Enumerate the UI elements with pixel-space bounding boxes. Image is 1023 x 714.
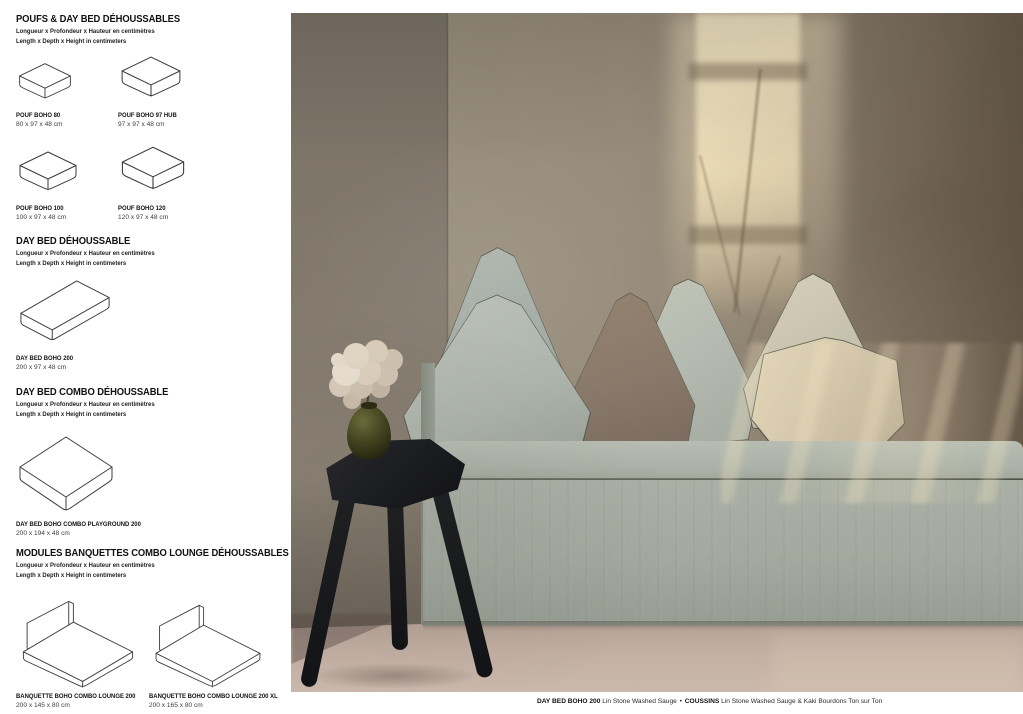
section-daybed <box>16 236 283 371</box>
banquette-row <box>16 593 283 709</box>
product-name: POUF BOHO 97 HUB <box>118 111 177 119</box>
stool-shadow <box>309 663 479 689</box>
product-dimensions: 100 x 97 x 48 cm <box>16 213 67 221</box>
product-name: POUF BOHO 80 <box>16 111 61 119</box>
vase-rim <box>361 402 377 409</box>
isometric-pouf-icon <box>118 144 188 201</box>
caption-product-fabric: Lin Stone Washed Sauge <box>602 698 677 705</box>
section-poufs <box>16 14 283 221</box>
product-daybed-200 <box>16 277 283 371</box>
section-title: DAY BED COMBO DÉHOUSSABLE <box>16 387 169 398</box>
section-subtitle <box>16 561 272 581</box>
isometric-banquette-icon <box>16 600 140 689</box>
subtitle-en: Length x Depth x Height in centimeters <box>16 259 127 267</box>
section-banquettes <box>16 548 289 709</box>
product-pouf-97 <box>118 56 283 128</box>
section-title: DAY BED DÉHOUSSABLE <box>16 236 131 247</box>
subtitle-en: Length x Depth x Height in centimeters <box>16 410 127 418</box>
pouf-drawing <box>118 56 283 108</box>
banquette-drawing <box>16 593 149 689</box>
section-subtitle <box>16 27 272 47</box>
subtitle-en: Length x Depth x Height in centimeters <box>16 37 127 45</box>
product-dimensions: 120 x 97 x 48 cm <box>118 213 169 221</box>
pouf-drawing <box>16 56 118 108</box>
specs-panel <box>0 0 291 714</box>
section-daybed-combo <box>16 387 283 537</box>
product-dimensions: 200 x 145 x 80 cm <box>16 701 70 709</box>
product-name: POUF BOHO 100 <box>16 204 64 212</box>
caption-bullet: • <box>679 698 682 705</box>
subtitle-fr: Longueur x Profondeur x Hauteur en centimètres <box>16 562 155 569</box>
product-pouf-120 <box>118 147 283 221</box>
isometric-daybed-icon <box>16 278 114 351</box>
product-pouf-80 <box>16 56 118 128</box>
pouf-row-2 <box>16 147 283 221</box>
olive-glass-vase <box>347 406 391 460</box>
daybed-drawing <box>16 277 283 351</box>
isometric-pouf-icon <box>16 149 80 201</box>
subtitle-fr: Longueur x Profondeur x Hauteur en centimètres <box>16 401 155 408</box>
section-subtitle <box>16 249 272 269</box>
caption-product-name: DAY BED BOHO 200 <box>537 698 601 705</box>
section-title: POUFS & DAY BED DÉHOUSSABLES <box>16 14 181 25</box>
isometric-pouf-icon <box>118 54 184 108</box>
product-name: DAY BED BOHO COMBO PLAYGROUND 200 <box>16 520 141 528</box>
subtitle-fr: Longueur x Profondeur x Hauteur en centimètres <box>16 250 155 257</box>
floor-light-patch <box>771 633 1023 692</box>
pouf-drawing <box>118 147 283 201</box>
product-playground-200 <box>16 427 283 537</box>
subtitle-fr: Longueur x Profondeur x Hauteur en centimètres <box>16 28 155 35</box>
isometric-pouf-icon <box>16 61 74 108</box>
dried-hydrangea-flowers <box>331 353 345 367</box>
section-subtitle <box>16 400 272 420</box>
caption-cushions-fabric: Lin Stone Washed Sauge & Kaki Bourdons Ton sur Ton <box>721 698 883 705</box>
product-banquette-200-xl <box>149 593 283 709</box>
product-dimensions: 200 x 165 x 80 cm <box>148 701 203 709</box>
caption-cushions-label: COUSSINS <box>684 698 720 705</box>
banquette-drawing <box>149 593 283 689</box>
product-name: DAY BED BOHO 200 <box>16 354 74 362</box>
product-name: BANQUETTE BOHO COMBO LOUNGE 200 <box>16 692 136 700</box>
product-name: BANQUETTE BOHO COMBO LOUNGE 200 XL <box>148 692 278 700</box>
isometric-banquette-icon <box>149 604 267 689</box>
product-name: POUF BOHO 120 <box>118 204 166 212</box>
sunlight-streaks <box>721 343 1023 503</box>
pouf-row-1 <box>16 56 283 128</box>
product-dimensions: 97 x 97 x 48 cm <box>118 120 165 128</box>
product-pouf-100 <box>16 147 118 221</box>
subtitle-en: Length x Depth x Height in centimeters <box>16 571 127 579</box>
product-dimensions: 200 x 97 x 48 cm <box>16 363 67 371</box>
playground-drawing <box>16 427 283 517</box>
section-title: MODULES BANQUETTES COMBO LOUNGE DÉHOUSSABLES <box>16 548 289 559</box>
photo-caption <box>537 698 882 705</box>
daybed-floor-shadow <box>423 621 1023 631</box>
lifestyle-photo <box>291 13 1023 692</box>
pouf-drawing <box>16 147 118 201</box>
product-banquette-200 <box>16 593 149 709</box>
isometric-square-daybed-icon <box>16 431 116 517</box>
product-dimensions: 200 x 194 x 48 cm <box>16 529 70 537</box>
product-dimensions: 80 x 97 x 48 cm <box>16 120 63 128</box>
